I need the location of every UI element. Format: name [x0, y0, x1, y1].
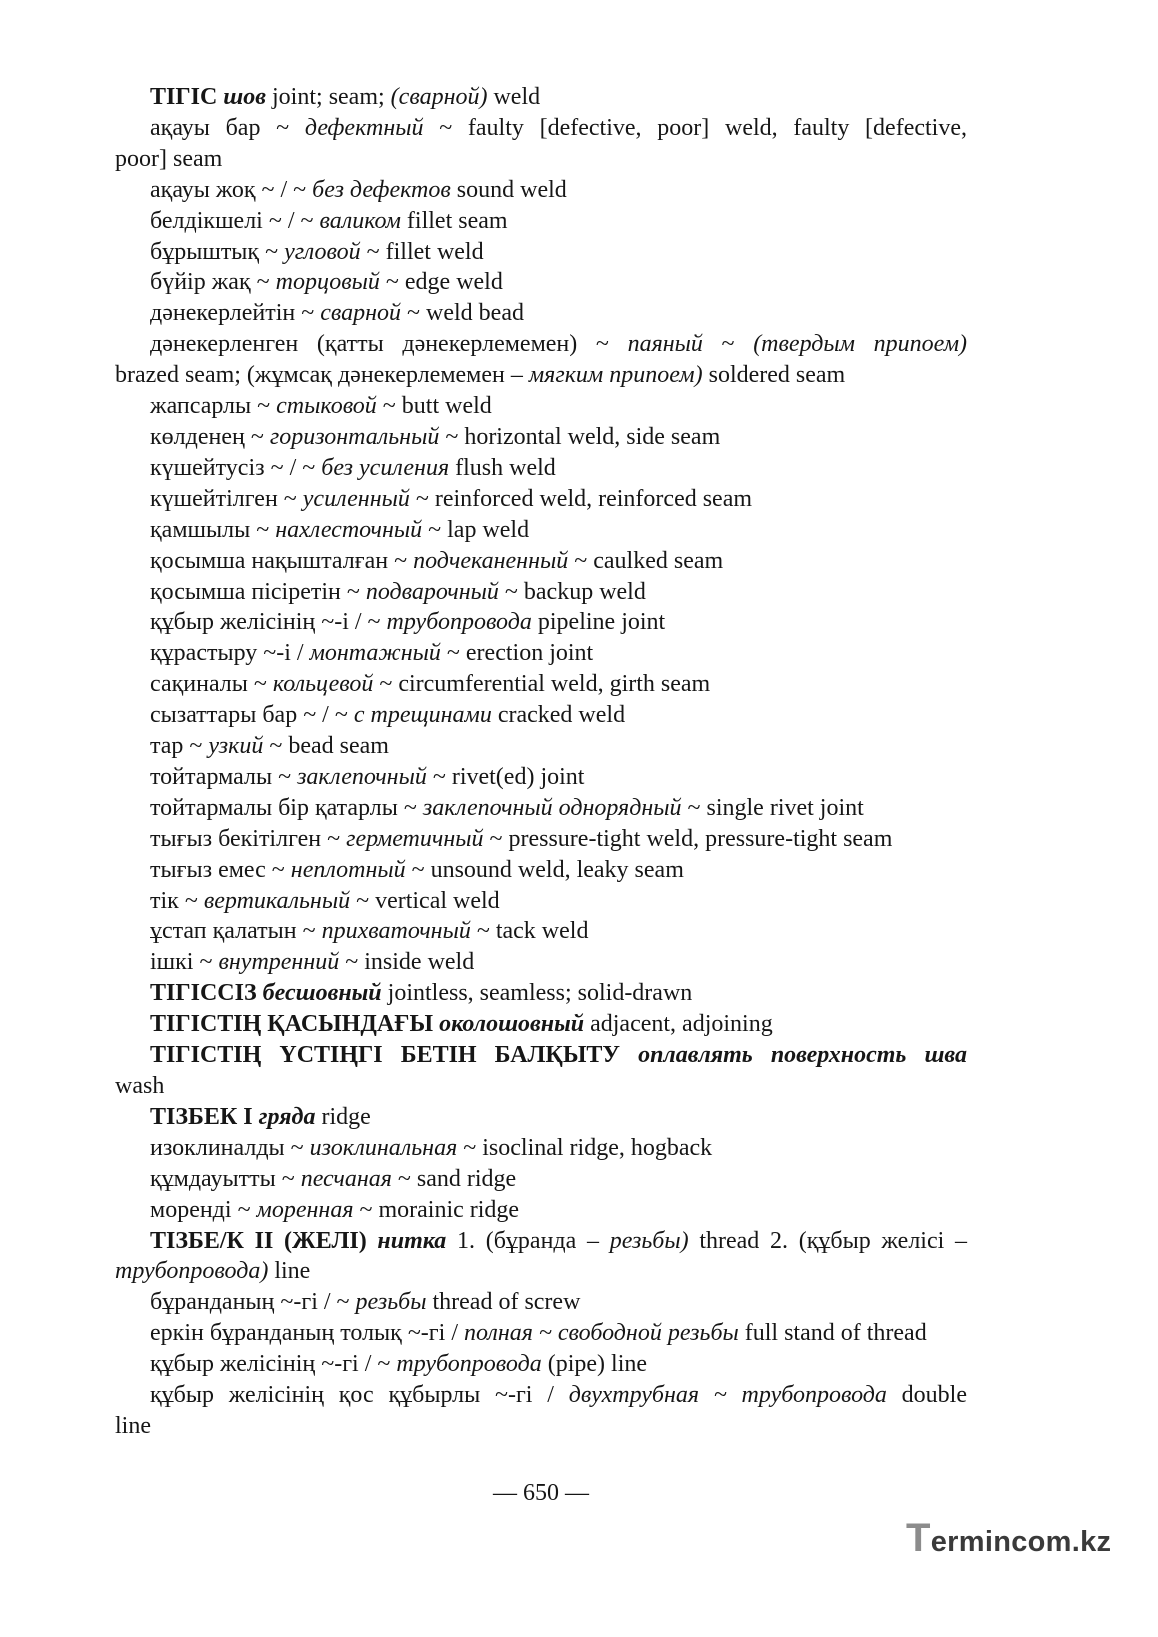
- entry-text: моренді ~: [150, 1196, 257, 1223]
- russian-equivalent: монтажный: [309, 640, 441, 667]
- entry-line: [115, 113, 967, 144]
- entry-line: [115, 1195, 967, 1226]
- entry-line: [115, 731, 967, 762]
- entry-text: изоклиналды ~: [150, 1134, 310, 1161]
- sub-entry: [115, 886, 967, 917]
- sub-entry: [115, 1287, 967, 1318]
- entry-text: ~ vertical weld: [350, 887, 500, 914]
- entry-text: сызаттары бар ~ / ~: [150, 702, 354, 729]
- russian-headword: оплавлять поверхность шва: [638, 1042, 967, 1069]
- entry-text: тік ~: [150, 887, 204, 914]
- entry-line: [115, 824, 967, 855]
- entry-text: ~: [702, 331, 754, 358]
- entry-line: [115, 1133, 967, 1164]
- entry-line: [115, 206, 967, 237]
- sub-entry: [115, 1133, 967, 1164]
- entry-line: [115, 515, 967, 546]
- entry-line: [115, 1287, 967, 1318]
- russian-headword: нитка: [377, 1227, 447, 1254]
- entry-text: тығыз емес ~: [150, 856, 291, 883]
- entry-text: құрастыру ~-і /: [150, 640, 310, 667]
- kazakh-headword: ТІГІССІЗ: [150, 980, 263, 1007]
- russian-equivalent: с трещинами: [353, 702, 492, 729]
- entry-text: тығыз бекітілген ~: [150, 825, 347, 852]
- sub-entry: [115, 731, 967, 762]
- entry-line: [115, 453, 967, 484]
- headword-entry: [115, 82, 967, 113]
- entry-line: [115, 947, 967, 978]
- russian-equivalent: неплотный: [290, 856, 406, 883]
- sub-entry: [115, 700, 967, 731]
- russian-equivalent: заклепочный: [297, 763, 427, 790]
- russian-equivalent: подчеканенный: [413, 547, 569, 574]
- entry-line: [115, 978, 967, 1009]
- sub-entry: [115, 607, 967, 638]
- russian-equivalent: (сварной): [390, 84, 488, 110]
- entry-text: ~ reinforced weld, reinforced seam: [409, 485, 753, 512]
- entry-text: көлденең ~: [150, 423, 270, 450]
- russian-equivalent: изоклинальная: [309, 1134, 458, 1161]
- entry-text: ridge: [315, 1103, 371, 1130]
- entry-text: thread of screw: [426, 1289, 581, 1316]
- entry-line: [115, 1071, 967, 1102]
- dictionary-page-body: [115, 82, 967, 1442]
- entry-line: [115, 1256, 967, 1287]
- entry-line: [115, 546, 967, 577]
- entry-text: ~ sand ridge: [391, 1165, 517, 1192]
- page-number: — 650 —: [493, 1480, 589, 1506]
- entry-text: joint; seam;: [266, 84, 391, 110]
- entry-text: ~ backup weld: [498, 578, 646, 605]
- entry-text: sound weld: [450, 176, 567, 203]
- entry-text: ~ single rivet joint: [681, 794, 864, 821]
- sub-entry: [115, 206, 967, 237]
- entry-text: ~ morainic ridge: [353, 1196, 520, 1223]
- entry-text: ішкі ~: [150, 949, 219, 976]
- sub-entry: [115, 113, 967, 175]
- entry-line: [115, 762, 967, 793]
- sub-entry: [115, 422, 967, 453]
- entry-line: [115, 1380, 967, 1411]
- entry-text: ~ lap weld: [422, 516, 530, 543]
- entry-text: adjacent, adjoining: [584, 1011, 773, 1038]
- entry-text: weld: [487, 84, 541, 110]
- entry-text: сақиналы ~: [150, 671, 273, 698]
- entry-text: ақауы бар ~: [150, 114, 305, 141]
- entry-line: [115, 237, 967, 268]
- entry-text: ұстап қалатын ~: [150, 918, 322, 945]
- sub-entry: [115, 391, 967, 422]
- russian-equivalent: сварной: [320, 300, 402, 327]
- entry-line: [115, 82, 967, 113]
- entry-line: [115, 267, 967, 298]
- entry-text: jointless, seamless; solid-drawn: [381, 980, 693, 1007]
- russian-equivalent: прихваточный: [321, 918, 471, 945]
- sub-entry: [115, 298, 967, 329]
- entry-text: құбыр желісінің қос құбырлы ~-гі /: [150, 1382, 569, 1409]
- entry-text: қосымша нақышталған ~: [150, 547, 414, 574]
- russian-equivalent: стыковой: [276, 393, 377, 420]
- entry-line: [115, 144, 967, 175]
- sub-entry: [115, 484, 967, 515]
- sub-entry: [115, 638, 967, 669]
- entry-text: құмдауытты ~: [150, 1165, 301, 1192]
- sub-entry: [115, 237, 967, 268]
- entry-text: бұрыштық ~: [150, 238, 285, 265]
- entry-text: ақауы жоқ ~ / ~: [150, 176, 313, 203]
- sub-entry: [115, 453, 967, 484]
- entry-text: ~ caulked seam: [568, 547, 724, 574]
- entry-text: бұранданың ~-гі / ~: [150, 1289, 356, 1316]
- russian-equivalent: моренная: [256, 1196, 354, 1223]
- sub-entry: [115, 1318, 967, 1349]
- entry-text: ~ edge weld: [379, 269, 503, 296]
- entry-text: flush weld: [449, 454, 556, 481]
- entry-text: ~ unsound weld, leaky seam: [405, 856, 684, 883]
- entry-text: тар ~: [150, 733, 209, 760]
- entry-text: бүйір жақ ~: [150, 269, 276, 296]
- russian-equivalent: паяный: [627, 331, 703, 358]
- entry-line: [115, 607, 967, 638]
- entry-text: ~ tack weld: [470, 918, 589, 945]
- entry-text: құбыр желісінің ~-гі / ~: [150, 1351, 397, 1378]
- entry-text: ~ butt weld: [376, 393, 492, 420]
- sub-entry: [115, 947, 967, 978]
- headword-entry: [115, 1226, 967, 1288]
- sub-entry: [115, 267, 967, 298]
- entry-line: [115, 1040, 967, 1071]
- entry-text: cracked weld: [491, 702, 626, 729]
- entry-line: [115, 422, 967, 453]
- entry-text: дәнекерлейтін ~: [150, 300, 321, 327]
- sub-entry: [115, 329, 967, 391]
- entry-line: [115, 700, 967, 731]
- entry-text: еркін бұранданың толық ~-гі /: [150, 1320, 464, 1347]
- russian-equivalent: подварочный: [365, 578, 499, 605]
- entry-line: [115, 1318, 967, 1349]
- russian-equivalent: трубопровода: [386, 609, 532, 636]
- sub-entry: [115, 855, 967, 886]
- entry-text: full stand of thread: [738, 1320, 927, 1347]
- sub-entry: [115, 1349, 967, 1380]
- entry-text: ~ inside weld: [339, 949, 475, 976]
- russian-equivalent: внутренний: [218, 949, 340, 976]
- russian-equivalent: двухтрубная ~ трубопровода: [568, 1382, 887, 1409]
- entry-line: [115, 1009, 967, 1040]
- russian-equivalent: (твердым припоем): [753, 331, 967, 358]
- russian-equivalent: дефектный: [304, 114, 424, 141]
- russian-equivalent: валиком: [319, 207, 401, 234]
- entry-text: ~ bead seam: [263, 733, 389, 760]
- entry-text: poor] seam: [115, 145, 223, 172]
- sub-entry: [115, 669, 967, 700]
- russian-equivalent: песчаная: [300, 1165, 392, 1192]
- kazakh-headword: ТІГІСТІҢ ҮСТІҢГІ БЕТІН БАЛҚЫТУ: [150, 1042, 639, 1069]
- entry-text: brazed seam; (жұмсақ дәнекерлемемен –: [115, 362, 529, 389]
- russian-equivalent: без усиления: [321, 454, 450, 481]
- russian-equivalent: трубопровода): [115, 1258, 269, 1285]
- entry-text: pipeline joint: [531, 609, 666, 636]
- entry-text: line: [115, 1412, 151, 1439]
- entry-text: ~ fillet weld: [360, 238, 484, 265]
- entry-text: ~ faulty [defective, poor] weld, faulty [defective,: [423, 114, 967, 141]
- entry-text: wash: [115, 1073, 165, 1099]
- headword-entry: [115, 1009, 967, 1040]
- russian-headword: околошовный: [439, 1011, 585, 1038]
- site-watermark-logo: Termincom.kz: [906, 1516, 1112, 1560]
- russian-equivalent: торцовый: [275, 269, 380, 296]
- entry-line: [115, 1164, 967, 1195]
- kazakh-headword: ТІГІСТІҢ ҚАСЫНДАҒЫ: [150, 1011, 440, 1038]
- russian-headword: бесшовный: [262, 980, 382, 1007]
- entry-text: жапсарлы ~: [150, 393, 277, 420]
- entry-text: күшейтусіз ~ / ~: [150, 454, 322, 481]
- headword-entry: [115, 1102, 967, 1133]
- entry-text: (pipe) line: [541, 1351, 648, 1378]
- entry-line: [115, 329, 967, 360]
- entry-text: ~ circumferential weld, girth seam: [373, 671, 711, 698]
- russian-equivalent: герметичный: [346, 825, 484, 852]
- entry-text: ~ rivet(ed) joint: [426, 763, 585, 790]
- sub-entry: [115, 546, 967, 577]
- entry-text: құбыр желісінің ~-і / ~: [150, 609, 387, 636]
- entry-line: [115, 391, 967, 422]
- entry-line: [115, 1102, 967, 1133]
- sub-entry: [115, 577, 967, 608]
- russian-equivalent: вертикальный: [203, 887, 351, 914]
- entry-line: [115, 886, 967, 917]
- entry-line: [115, 484, 967, 515]
- russian-equivalent: кольцевой: [272, 671, 374, 698]
- kazakh-headword: ТІГІС: [150, 84, 224, 110]
- russian-equivalent: мягким припоем): [528, 362, 703, 389]
- entry-text: ~ weld bead: [401, 300, 524, 327]
- entry-text: дәнекерленген (қатты дәнекерлемемен) ~: [150, 331, 628, 358]
- entry-line: [115, 298, 967, 329]
- russian-headword: шов: [223, 84, 267, 110]
- kazakh-headword: ТІЗБЕ/К ІІ (ЖЕЛІ): [150, 1227, 378, 1254]
- entry-text: тойтармалы бір қатарлы ~: [150, 794, 423, 821]
- entry-line: [115, 916, 967, 947]
- sub-entry: [115, 515, 967, 546]
- headword-entry: [115, 978, 967, 1009]
- entry-line: [115, 1226, 967, 1257]
- sub-entry: [115, 793, 967, 824]
- entry-line: [115, 669, 967, 700]
- russian-equivalent: заклепочный однорядный: [422, 794, 682, 821]
- russian-equivalent: полная ~ свободной резьбы: [463, 1320, 739, 1347]
- russian-equivalent: трубопровода: [396, 1351, 542, 1378]
- entry-line: [115, 360, 967, 391]
- entry-text: line: [268, 1258, 311, 1285]
- russian-equivalent: угловой: [284, 238, 361, 265]
- sub-entry: [115, 1195, 967, 1226]
- russian-equivalent: резьбы): [609, 1227, 689, 1254]
- entry-text: double: [886, 1382, 967, 1409]
- entry-line: [115, 793, 967, 824]
- entry-text: қамшылы ~: [150, 516, 276, 543]
- entry-line: [115, 1411, 967, 1442]
- entry-line: [115, 577, 967, 608]
- sub-entry: [115, 175, 967, 206]
- entry-text: soldered seam: [702, 362, 846, 389]
- russian-headword: гряда: [258, 1103, 316, 1130]
- entry-text: 1. (бұранда –: [446, 1227, 610, 1254]
- entry-line: [115, 638, 967, 669]
- headword-entry: [115, 1040, 967, 1102]
- entry-text: ~ pressure-tight weld, pressure-tight seam: [483, 825, 893, 852]
- russian-equivalent: нахлесточный: [275, 516, 423, 543]
- entry-line: [115, 1349, 967, 1380]
- kazakh-headword: ТІЗБЕК І: [150, 1103, 259, 1130]
- entry-line: [115, 175, 967, 206]
- sub-entry: [115, 762, 967, 793]
- russian-equivalent: без дефектов: [312, 176, 451, 203]
- entry-text: fillet seam: [400, 207, 508, 234]
- entry-text: ~ isoclinal ridge, hogback: [457, 1134, 713, 1161]
- entry-text: күшейтілген ~: [150, 485, 303, 512]
- entry-line: [115, 855, 967, 886]
- entry-text: тойтармалы ~: [150, 763, 298, 790]
- russian-equivalent: резьбы: [355, 1289, 427, 1316]
- entry-text: қосымша пісіретін ~: [150, 578, 366, 605]
- russian-equivalent: усиленный: [302, 485, 410, 512]
- entry-text: белдікшелі ~ / ~: [150, 207, 320, 234]
- russian-equivalent: горизонтальный: [269, 423, 440, 450]
- entry-text: thread 2. (құбыр желісі –: [688, 1227, 967, 1254]
- entry-text: ~ erection joint: [440, 640, 594, 667]
- sub-entry: [115, 916, 967, 947]
- sub-entry: [115, 1164, 967, 1195]
- sub-entry: [115, 824, 967, 855]
- russian-equivalent: узкий: [208, 733, 264, 760]
- entry-text: ~ horizontal weld, side seam: [439, 423, 721, 450]
- sub-entry: [115, 1380, 967, 1442]
